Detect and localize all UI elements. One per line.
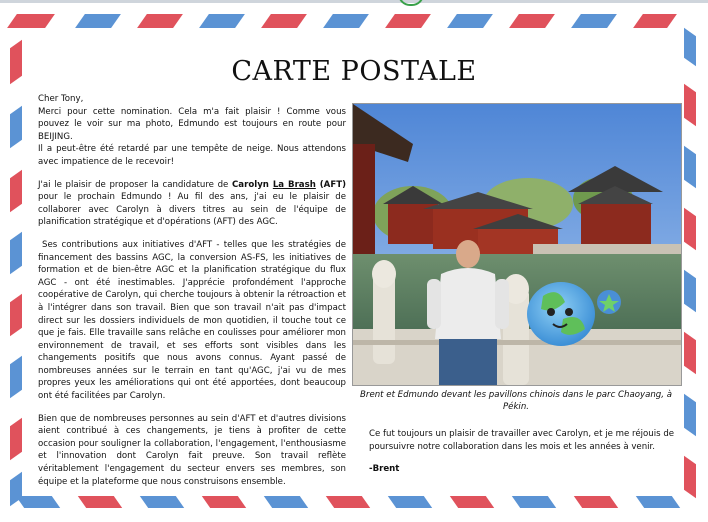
- photo-caption: Brent et Edmundo devant les pavillons chinois dans le parc Chaoyang, à Pékin.: [360, 390, 672, 412]
- airmail-border-left: [10, 14, 22, 510]
- airmail-border-top: [0, 14, 708, 28]
- letter-paragraph-3: Ses contributions aux initiatives d'AFT - telles que les stratégies de financement des bassins AGC, la conversion AS-FS, les initiatives de formation et de bien-être AGC et la planification stratégique du flux AGC - ont été inestimables. J'apprécie profondément l'approche coopérative de Carolyn, qui cherche toujours à obtenir la rétroaction et à l'intégrer dans son travail. Bien que son travail n'ait pas d'impact direct sur les dossiers individuels de mon quotidien, il touche tout ce que je fais. Elle travaille sans relâche en coulisses pour améliorer mon environnement de travail, et ses efforts sont visibles dans les changements positifs que nous avons connus. Ayant passé de nombreuses années sur le terrain en tant qu'AGC, j'ai vu de mes propres yeux les améliorations qui ont été apportées, dont beaucoup ont été facilitées par Carolyn.: [38, 239, 346, 402]
- letter-paragraph-4: Bien que de nombreuses personnes au sein d'AFT et d'autres divisions aient contribué à ces changements, je tiens à profiter de cette occasion pour souligner la collaboration, l'engagement, l'enthousiasme et l'innovation dont Carolyn fait preuve. Son travail reflète véritablement l'engagement du secteur envers ses membres, son équipe et la plateforme que nous construisons ensemble.: [38, 413, 346, 487]
- park-pavilion-photo: [353, 104, 681, 385]
- letter-paragraph-1: [38, 106, 346, 169]
- letter-paragraph-2: J'ai le plaisir de proposer la candidature de Carolyn La Brash (AFT) pour le prochain Edmundo ! Au fil des ans, j'ai eu le plaisir de collaborer avec Carolyn à divers titres au sein de l'équipe de planification stratégique et d'opérations (AFT) des AGC.: [38, 179, 346, 228]
- letter-paragraph-1-line-1: Merci pour cette nomination. Cela m'a fait plaisir ! Comme vous pouvez le voir sur ma photo, Edmundo est toujours en route pour BEIJING.: [38, 106, 346, 142]
- signature: -Brent: [369, 464, 400, 475]
- postcard-title: CARTE POSTALE: [231, 56, 477, 87]
- letter-body: [38, 93, 346, 498]
- nominee-name: Carolyn La Brash (AFT): [232, 179, 346, 190]
- letter-paragraph-1-line-2: Il a peut-être été retardé par une tempête de neige. Nous attendons avec impatience de le recevoir!: [38, 144, 346, 167]
- status-indicator-icon: [398, 0, 424, 6]
- closing-text: Ce fut toujours un plaisir de travailler avec Carolyn, et je me réjouis de poursuivre notre collaboration dans les mois et les années à venir.: [369, 429, 675, 452]
- postcard-photo: [352, 103, 682, 386]
- letter-closing: [369, 428, 679, 486]
- airmail-border-right: [684, 14, 696, 510]
- window-top-edge: [0, 0, 708, 3]
- letter-greeting: Cher Tony,: [38, 94, 84, 104]
